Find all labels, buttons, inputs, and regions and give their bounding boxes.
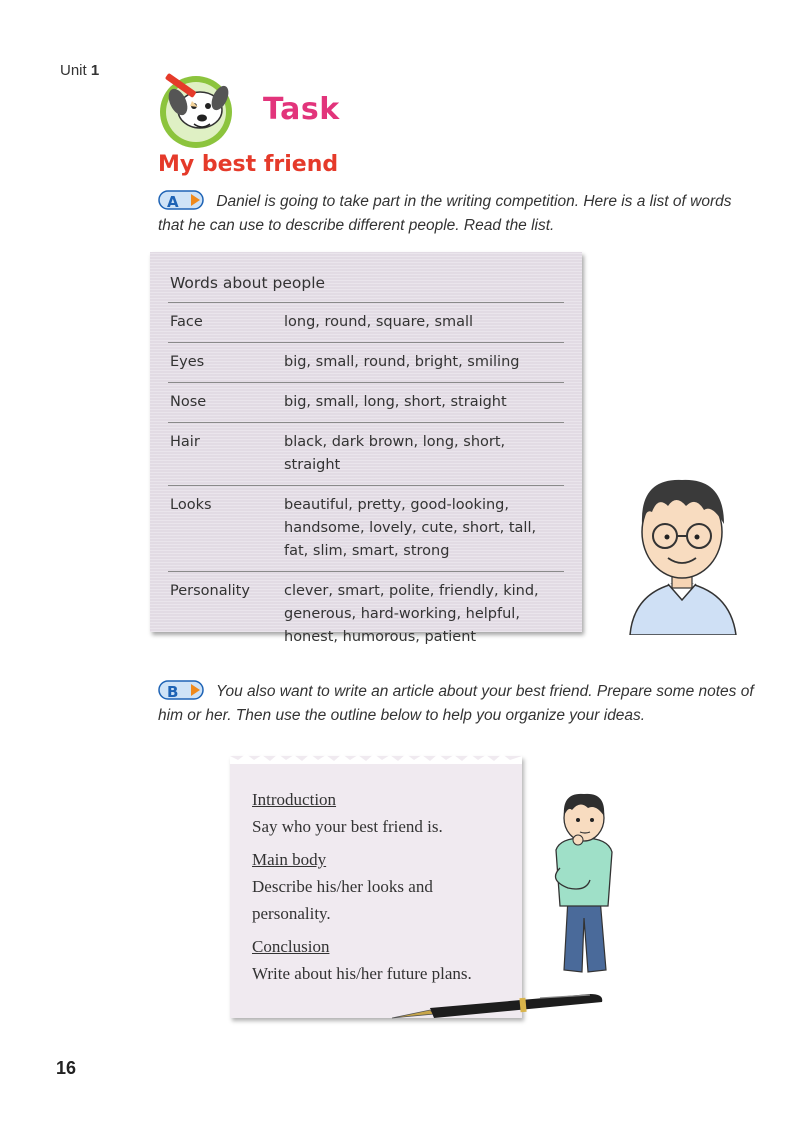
outline-heading: Main body xyxy=(252,850,327,869)
task-title: Task xyxy=(263,92,340,127)
category-cell: Nose xyxy=(168,383,282,423)
word-list-table xyxy=(168,302,564,657)
outline-text: Describe his/her looks and personality. xyxy=(252,877,433,923)
words-cell: big, small, long, short, straight xyxy=(282,383,564,423)
outline-text: Say who your best friend is. xyxy=(252,817,443,836)
part-b-instruction: You also want to write an article about your best friend. Prepare some notes of him or her. Then use the outline below to help you organize your ideas. xyxy=(158,683,754,724)
table-row xyxy=(168,486,564,572)
badge-b-letter: B xyxy=(167,683,179,701)
category-cell: Looks xyxy=(168,486,282,572)
outline-section-introduction xyxy=(252,786,512,840)
page-number: 16 xyxy=(56,1058,77,1078)
words-cell: beautiful, pretty, good-looking, handsome, lovely, cute, short, tall, fat, slim, smart, strong xyxy=(282,486,564,572)
boy-illustration xyxy=(612,460,752,635)
words-cell: long, round, square, small xyxy=(282,303,564,343)
badge-a-letter: A xyxy=(167,193,179,211)
category-cell: Hair xyxy=(168,423,282,486)
table-row xyxy=(168,423,564,486)
outline-section-conclusion xyxy=(252,933,512,987)
badge-b xyxy=(158,680,206,700)
category-cell: Eyes xyxy=(168,343,282,383)
unit-word: Unit xyxy=(60,62,87,79)
words-cell: big, small, round, bright, smiling xyxy=(282,343,564,383)
torn-edge xyxy=(230,752,522,764)
outline-body xyxy=(252,786,512,993)
thinking-boy-illustration xyxy=(538,788,628,978)
outline-heading: Introduction xyxy=(252,790,337,809)
table-row xyxy=(168,303,564,343)
part-a-instruction: Daniel is going to take part in the writing competition. Here is a list of words that he can use to describe different people. Read the list. xyxy=(158,193,732,234)
outline-text: Write about his/her future plans. xyxy=(252,964,472,983)
category-cell: Face xyxy=(168,303,282,343)
unit-number: 1 xyxy=(90,62,100,79)
words-cell: clever, smart, polite, friendly, kind, generous, hard-working, helpful, honest, humorous, patient xyxy=(282,572,564,658)
unit-label xyxy=(60,62,99,79)
word-list-card xyxy=(150,252,582,645)
category-cell: Personality xyxy=(168,572,282,658)
part-b-instruction-block xyxy=(158,680,758,728)
part-a-instruction-block xyxy=(158,190,758,238)
table-row xyxy=(168,383,564,423)
outline-note-card xyxy=(230,756,522,1018)
outline-section-main-body xyxy=(252,846,512,927)
outline-heading: Conclusion xyxy=(252,937,330,956)
badge-a xyxy=(158,190,206,210)
words-cell: black, dark brown, long, short, straight xyxy=(282,423,564,486)
section-title: My best friend xyxy=(158,152,339,177)
table-row xyxy=(168,572,564,658)
fountain-pen-icon xyxy=(390,992,606,1022)
word-list-heading: Words about people xyxy=(170,274,326,292)
table-row xyxy=(168,343,564,383)
dog-mascot-icon xyxy=(154,68,238,152)
